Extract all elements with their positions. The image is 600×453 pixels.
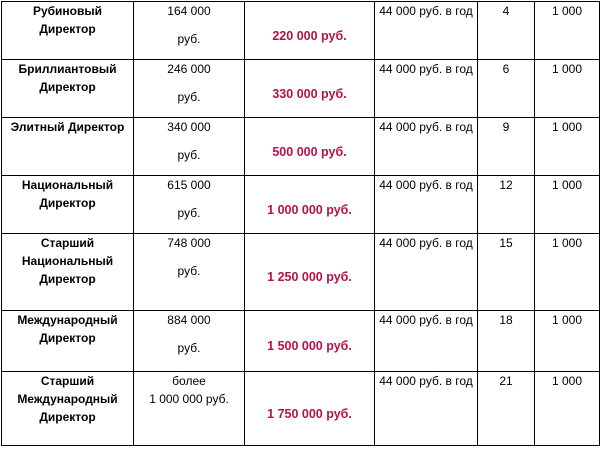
volume-value: 884 000 (167, 313, 211, 327)
reward-amount: 220 000 руб. (245, 2, 375, 60)
level-value: 21 (478, 372, 535, 446)
points-value: 1 000 (535, 311, 600, 372)
table-row (2, 60, 600, 118)
volume-cell (134, 118, 245, 176)
points-value: 1 000 (535, 2, 600, 60)
volume-unit: руб. (177, 264, 201, 278)
rank-name: Элитный Директор (2, 118, 134, 176)
level-value: 4 (478, 2, 535, 60)
table-row (2, 118, 600, 176)
level-value: 18 (478, 311, 535, 372)
volume-value: 164 000 (167, 4, 211, 18)
annual-bonus: 44 000 руб. в год (375, 118, 478, 176)
table-row (2, 234, 600, 311)
volume-value: 748 000 (167, 236, 211, 250)
volume-unit: руб. (177, 341, 201, 355)
volume-cell (134, 372, 245, 446)
volume-cell (134, 60, 245, 118)
volume-unit: руб. (177, 90, 201, 104)
table-row (2, 2, 600, 60)
table-row (2, 176, 600, 234)
annual-bonus: 44 000 руб. в год (375, 234, 478, 311)
level-value: 15 (478, 234, 535, 311)
reward-amount: 1 500 000 руб. (245, 311, 375, 372)
reward-amount: 1 000 000 руб. (245, 176, 375, 234)
level-value: 6 (478, 60, 535, 118)
level-value: 9 (478, 118, 535, 176)
volume-cell (134, 2, 245, 60)
rank-name: Национальный Директор (2, 176, 134, 234)
annual-bonus: 44 000 руб. в год (375, 372, 478, 446)
rank-name: Рубиновый Директор (2, 2, 134, 60)
volume-cell (134, 234, 245, 311)
annual-bonus: 44 000 руб. в год (375, 311, 478, 372)
rank-name: Бриллиантовый Директор (2, 60, 134, 118)
points-value: 1 000 (535, 118, 600, 176)
volume-value: 246 000 (167, 62, 211, 76)
points-value: 1 000 (535, 234, 600, 311)
points-value: 1 000 (535, 176, 600, 234)
volume-unit: 1 000 000 руб. (149, 392, 229, 406)
volume-unit: руб. (177, 206, 201, 220)
volume-cell (134, 176, 245, 234)
volume-unit: руб. (177, 148, 201, 162)
volume-cell (134, 311, 245, 372)
reward-amount: 1 250 000 руб. (245, 234, 375, 311)
rank-rewards-table (1, 1, 600, 446)
volume-value: 615 000 (167, 178, 211, 192)
points-value: 1 000 (535, 60, 600, 118)
table-row (2, 372, 600, 446)
annual-bonus: 44 000 руб. в год (375, 176, 478, 234)
rank-name: Старший Международный Директор (2, 372, 134, 446)
reward-amount: 1 750 000 руб. (245, 372, 375, 446)
level-value: 12 (478, 176, 535, 234)
rank-name: Старший Национальный Директор (2, 234, 134, 311)
reward-amount: 330 000 руб. (245, 60, 375, 118)
reward-amount: 500 000 руб. (245, 118, 375, 176)
annual-bonus: 44 000 руб. в год (375, 60, 478, 118)
volume-value: более (172, 374, 206, 388)
volume-value: 340 000 (167, 120, 211, 134)
annual-bonus: 44 000 руб. в год (375, 2, 478, 60)
rank-name: Международный Директор (2, 311, 134, 372)
table-row (2, 311, 600, 372)
points-value: 1 000 (535, 372, 600, 446)
volume-unit: руб. (177, 32, 201, 46)
